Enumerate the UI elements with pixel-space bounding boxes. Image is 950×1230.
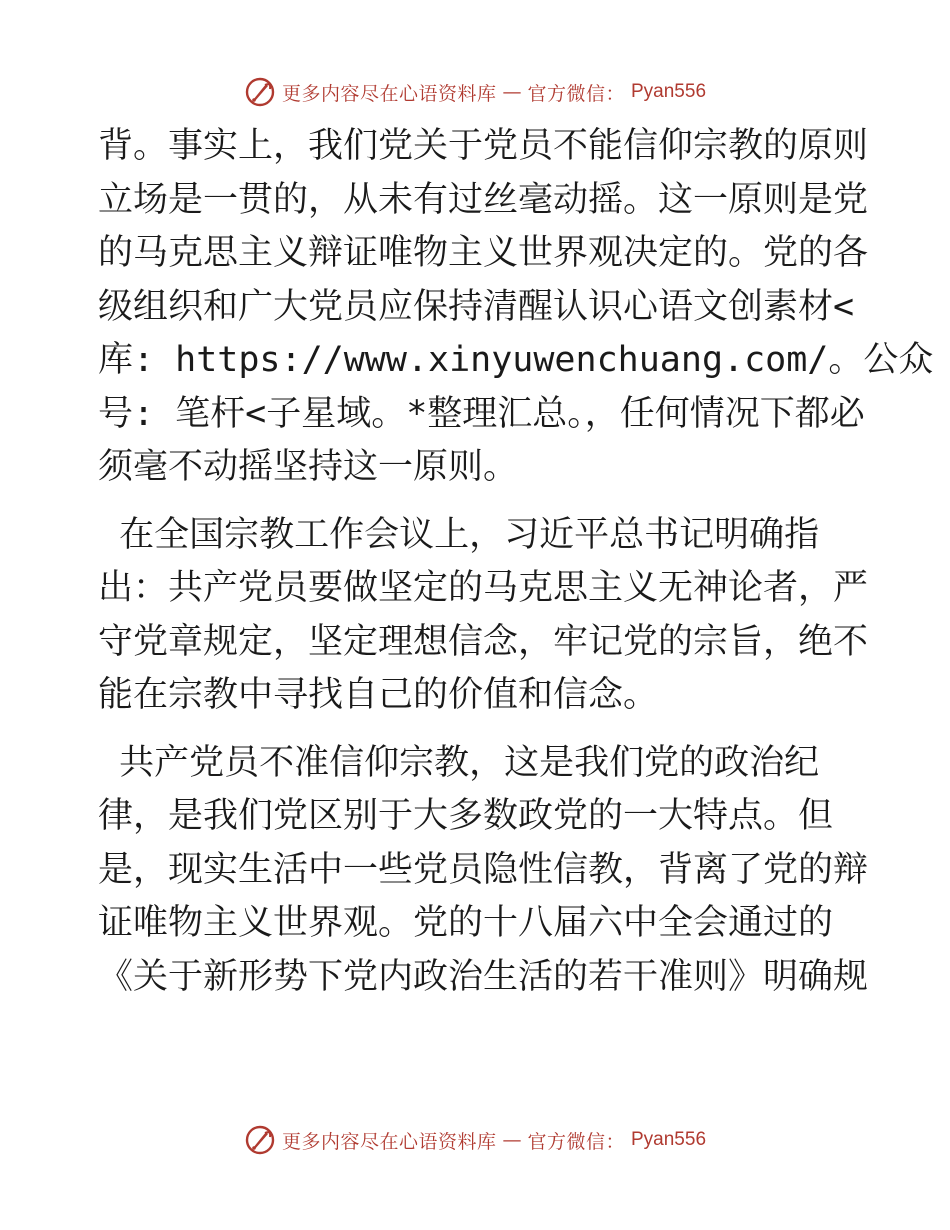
text-line: 库: https://www.xinyuwenchuang.com/。公众 — [98, 340, 934, 380]
paragraph-1 — [98, 120, 934, 495]
watermark-brand — [244, 76, 706, 108]
paragraph-2 — [98, 509, 869, 723]
text-line: 律，是我们党区别于大多数政党的一大特点。但 — [98, 796, 834, 836]
text-line: 守党章规定，坚定理想信念，牢记党的宗旨，绝不 — [98, 621, 869, 662]
paragraph-gap — [98, 495, 858, 509]
text-line: 是，现实生活中一些党员隐性信教，背离了党的辩 — [98, 849, 869, 890]
text-line: 能在宗教中寻找自己的价值和信念。 — [98, 675, 659, 715]
text-line: 号: 笔杆<子星域。*整理汇总。，任何情况下都必 — [98, 393, 865, 434]
text-line: 的马克思主义辩证唯物主义世界观决定的。党的各 — [98, 233, 869, 273]
watermark-brand — [244, 1124, 706, 1156]
page-header-watermark — [0, 72, 950, 112]
text-line: 共产党员不准信仰宗教，这是我们党的政治纪 — [98, 742, 820, 783]
text-line: 背。事实上，我们党关于党员不能信仰宗教的原则 — [98, 126, 869, 166]
paragraph-3 — [98, 737, 869, 1005]
watermark-account: Pyan556 — [631, 1129, 707, 1150]
watermark-label: 官方微信： — [527, 1130, 625, 1153]
watermark-text: 更多内容尽在心语资料库 — [281, 82, 497, 105]
text-line: 级组织和广大党员应保持清醒认识心语文创素材< — [98, 286, 855, 327]
text-line: 在全国宗教工作会议上，习近平总书记明确指 — [98, 514, 820, 555]
watermark-text: 更多内容尽在心语资料库 — [281, 1130, 497, 1153]
text-line: 出：共产党员要做坚定的马克思主义无神论者，严 — [98, 568, 869, 608]
watermark-separator: — — [502, 1129, 522, 1151]
text-line: 证唯物主义世界观。党的十八届六中全会通过的 — [98, 903, 834, 943]
text-line: 须毫不动摇坚持这一原则。 — [98, 447, 519, 487]
watermark-account: Pyan556 — [631, 81, 707, 102]
quill-logo-icon — [244, 1124, 276, 1156]
quill-logo-icon — [244, 76, 276, 108]
text-line: 《关于新形势下党内政治生活的若干准则》明确规 — [98, 956, 869, 997]
document-body — [98, 120, 934, 1004]
watermark-label: 官方微信： — [527, 82, 625, 105]
watermark-separator: — — [502, 81, 522, 103]
paragraph-gap — [98, 723, 858, 737]
page-footer-watermark — [0, 1120, 950, 1160]
text-line: 立场是一贯的，从未有过丝毫动摇。这一原则是党 — [98, 179, 869, 220]
